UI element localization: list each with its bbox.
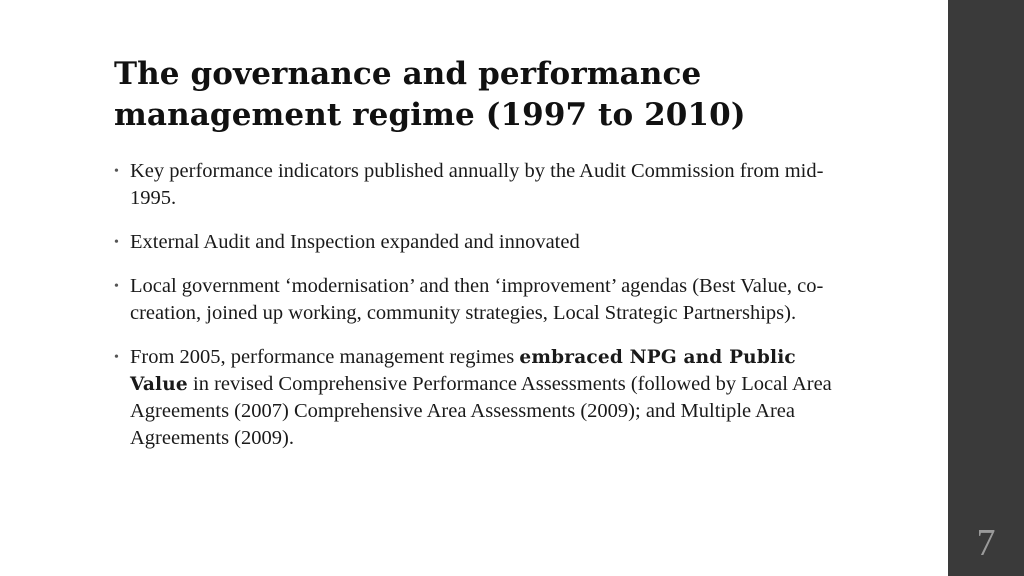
- bullet-icon: •: [114, 235, 119, 250]
- bullet-icon: •: [114, 164, 119, 179]
- side-panel: [948, 0, 1024, 576]
- bullet-item-2: [114, 229, 834, 256]
- slide-title: The governance and performance management regime (1997 to 2010): [114, 56, 746, 133]
- bullet-text: External Audit and Inspection expanded and innovated: [130, 231, 580, 253]
- bullet-list: [114, 158, 834, 469]
- bullet-text-before: From 2005, performance management regimes: [130, 346, 520, 368]
- bullet-icon: •: [114, 279, 119, 294]
- bullet-item-4: [114, 344, 834, 452]
- bullet-text: Key performance indicators published annually by the Audit Commission from mid-1995.: [130, 160, 824, 209]
- bullet-text-emphasis: embraced NPG and Public Value: [130, 347, 796, 395]
- bullet-text-after: in revised Comprehensive Performance Assessments (followed by Local Area Agreements (2007) Comprehensive Area Assessments (2009); and Multiple Area Agreements (2009).: [130, 373, 832, 449]
- bullet-text: Local government ‘modernisation’ and then ‘improvement’ agendas (Best Value, co-creation, joined up working, community strategies, Local Strategic Partnerships).: [130, 275, 824, 324]
- slide-number: 7: [976, 522, 996, 564]
- bullet-item-3: [114, 273, 834, 327]
- bullet-icon: •: [114, 350, 119, 365]
- bullet-item-1: [114, 158, 834, 212]
